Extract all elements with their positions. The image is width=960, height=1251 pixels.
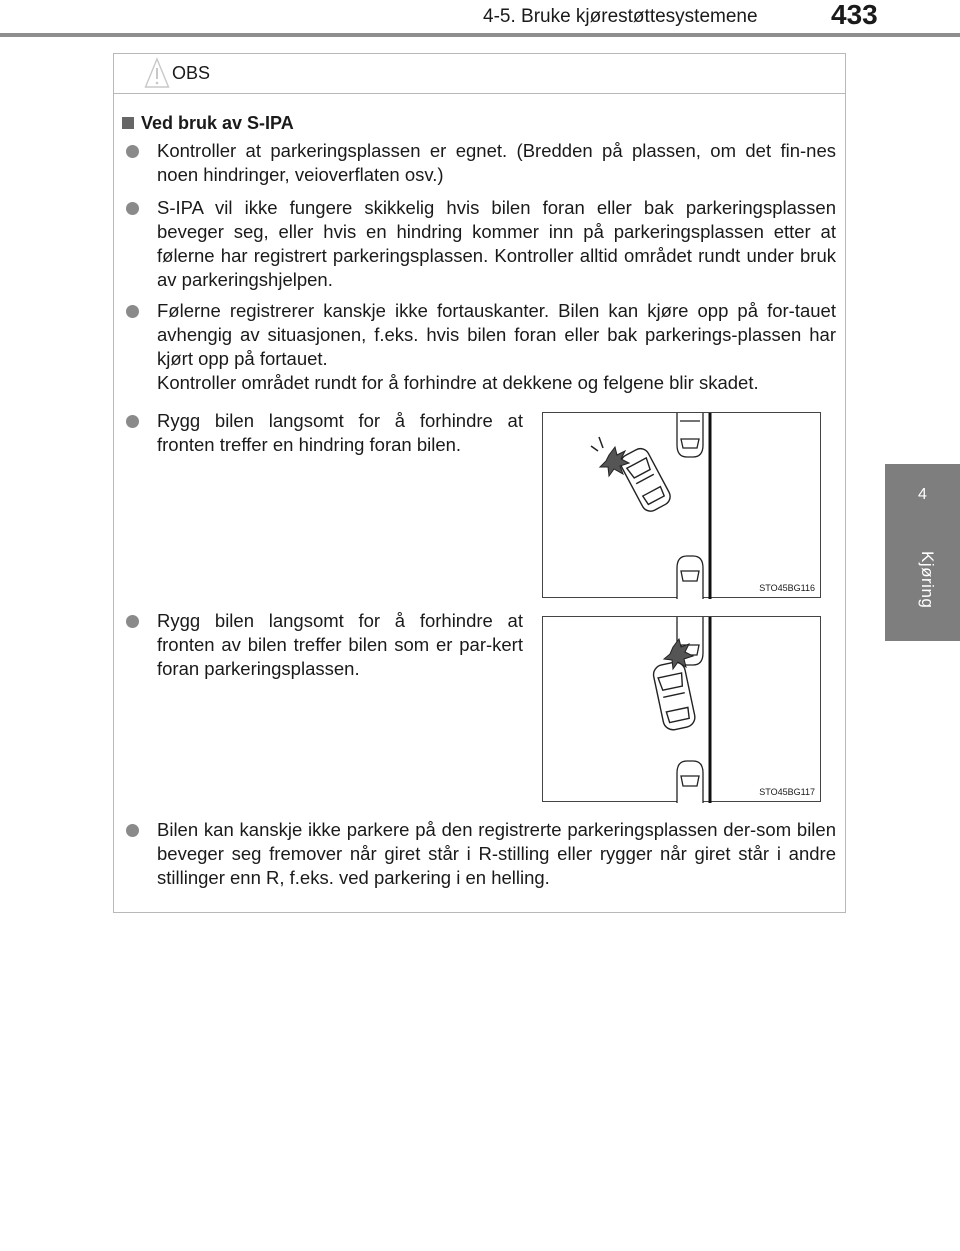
header-rule <box>0 33 960 37</box>
bullet-item <box>126 139 836 187</box>
bullet-item <box>126 196 836 292</box>
bullet-text-continued: Kontroller området rundt for å forhindre at dekkene og felgene blir skadet. <box>157 372 759 393</box>
warning-triangle-icon <box>144 57 170 89</box>
bullet-dot-icon <box>126 824 139 837</box>
bullet-text: Bilen kan kanskje ikke parkere på den registrerte parkeringsplassen der-som bilen beveger seg fremover når giret står i R-stilling eller rygger når giret står i andre stillinger enn R, f.eks. ved parkering i en helling. <box>157 819 836 888</box>
caution-header <box>114 54 845 94</box>
bullet-text: Rygg bilen langsomt for å forhindre at fronten av bilen treffer bilen som er par-kert foran parkeringsplassen. <box>157 610 523 679</box>
figure-code: STO45BG117 <box>759 787 815 797</box>
bullet-item <box>126 299 836 395</box>
bullet-item <box>126 609 523 681</box>
figure-code: STO45BG116 <box>759 583 815 593</box>
bullet-dot-icon <box>126 615 139 628</box>
subsection-title: Ved bruk av S-IPA <box>141 113 294 133</box>
bullet-text: Følerne registrerer kanskje ikke fortauskanter. Bilen kan kjøre opp på for-tauet avhengig av situasjonen, f.eks. hvis bilen foran eller bak parkerings-plassen har kjørt opp på fortauet. <box>157 300 836 369</box>
parked-car-icon <box>677 761 703 803</box>
caution-label: OBS <box>172 63 211 83</box>
caution-box <box>113 53 846 913</box>
bullet-text: S-IPA vil ikke fungere skikkelig hvis bilen foran eller bak parkeringsplassen beveger seg, eller hvis en hindring kommer inn på parkeringsplassen etter at følerne har registrert parkeringsplassen. Kontroller alltid området rundt under bruk av parkeringshjelpen. <box>157 197 836 290</box>
parking-illustration-1 <box>542 412 821 598</box>
bullet-dot-icon <box>126 145 139 158</box>
bullet-item <box>126 409 523 457</box>
parking-scene-2 <box>543 617 822 803</box>
parked-car-icon <box>677 413 703 457</box>
bullet-item <box>126 818 836 890</box>
bullet-dot-icon <box>126 415 139 428</box>
bullet-dot-icon <box>126 202 139 215</box>
bullet-text: Kontroller at parkeringsplassen er egnet. (Bredden på plassen, om det fin-nes noen hindringer, veioverflaten osv.) <box>157 140 836 185</box>
parking-illustration-2 <box>542 616 821 802</box>
chapter-label: Kjøring <box>918 551 937 609</box>
section-title: 4-5. Bruke kjørestøttesystemene <box>483 6 758 27</box>
bullet-dot-icon <box>126 305 139 318</box>
square-bullet-icon <box>122 117 134 129</box>
bullet-text: Rygg bilen langsomt for å forhindre at fronten treffer en hindring foran bilen. <box>157 410 523 455</box>
parked-car-icon <box>677 556 703 599</box>
chapter-tab <box>885 464 960 641</box>
reversing-car-icon <box>652 660 697 731</box>
page-number: 433 <box>831 0 878 30</box>
parking-scene-1 <box>543 413 822 599</box>
reversing-car-icon <box>618 445 674 514</box>
chapter-number: 4 <box>918 486 927 503</box>
subsection-heading <box>122 113 294 134</box>
